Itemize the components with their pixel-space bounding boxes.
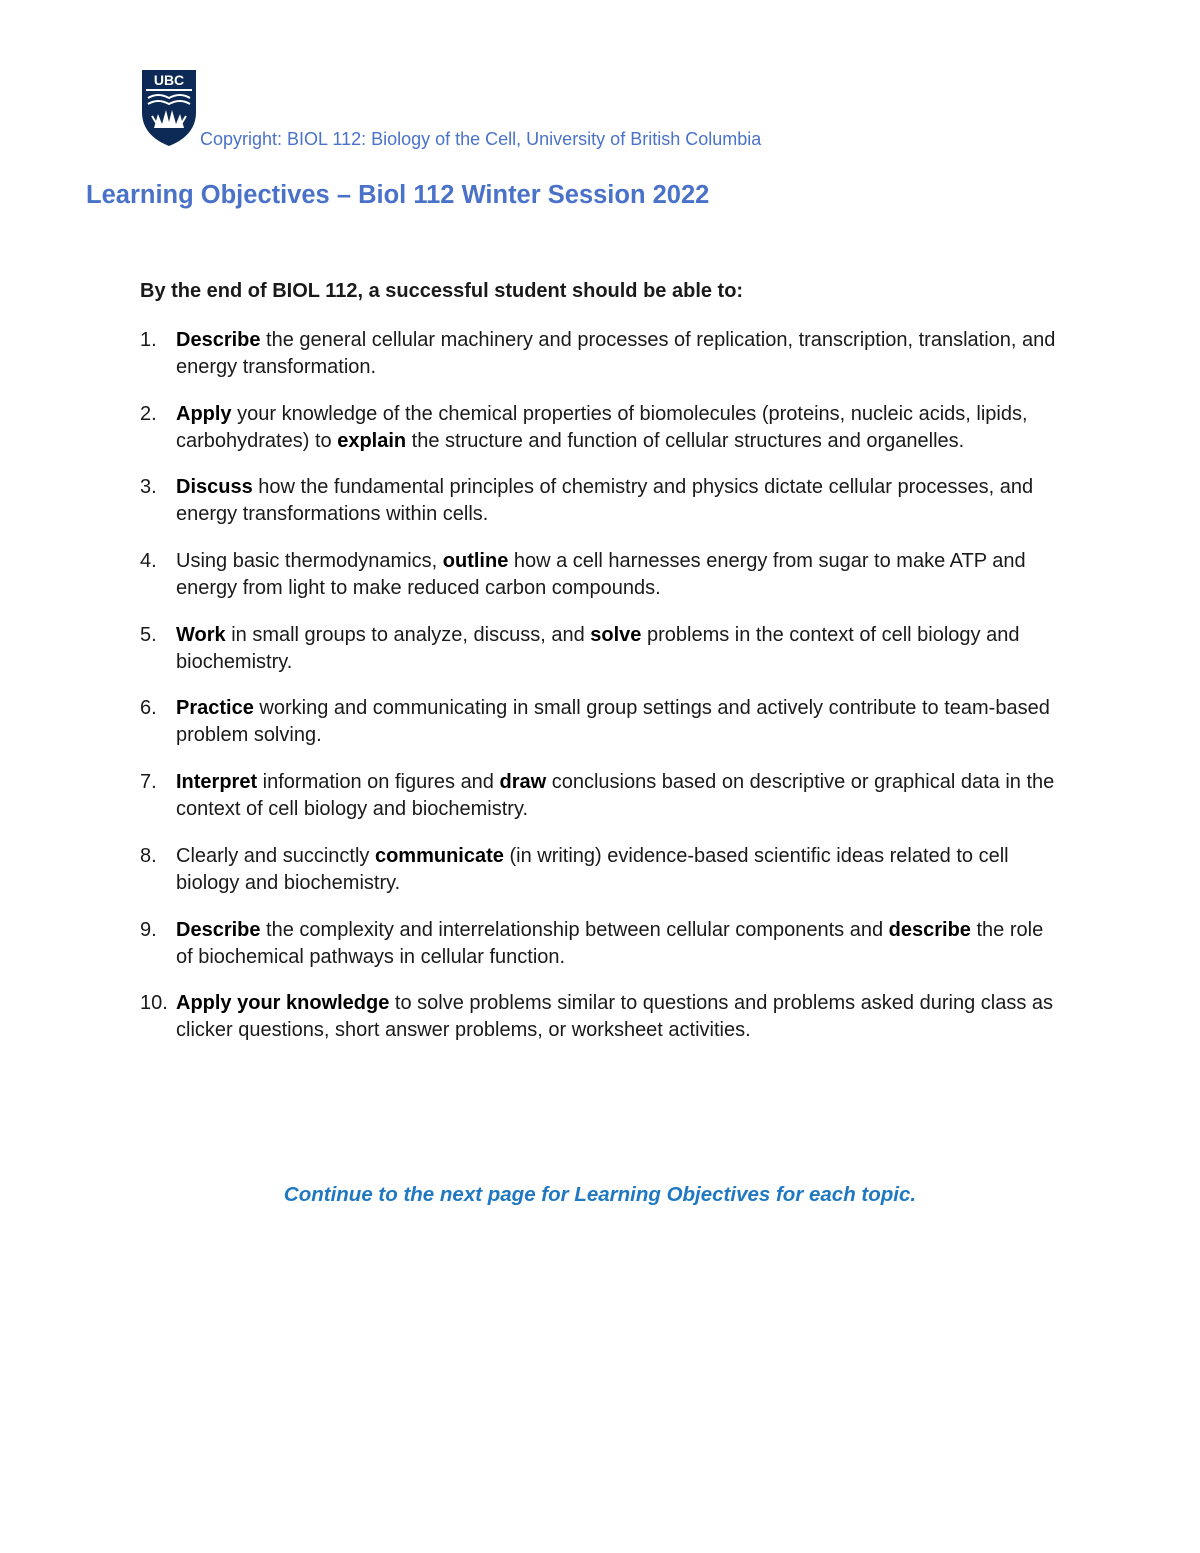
objective-item (140, 917, 1060, 971)
objective-number: 10. (140, 992, 168, 1015)
objective-action-verb: solve (590, 623, 642, 646)
objective-item (140, 990, 1060, 1044)
ubc-logo (140, 68, 198, 148)
objective-number: 2. (140, 402, 157, 425)
objective-text-segment: the role of biochemical pathways in cellular function. (176, 918, 1044, 968)
objective-text-segment: Clearly and succinctly (176, 844, 375, 867)
objective-text-segment: the structure and function of cellular structures and organelles. (406, 429, 965, 452)
page-title: Learning Objectives – Biol 112 Winter Session 2022 (86, 181, 710, 209)
objective-number: 6. (140, 697, 157, 720)
objective-number: 5. (140, 623, 157, 646)
objective-text (176, 919, 1043, 968)
objective-action-verb: draw (499, 771, 547, 794)
objective-text-segment: Using basic thermodynamics, (176, 550, 443, 573)
objective-text (176, 476, 1033, 525)
objective-text-segment: your knowledge of the chemical properties of biomolecules (proteins, nucleic acids, lipids, carbohydrates) to (176, 402, 1028, 452)
objective-text-segment: in small groups to analyze, discuss, and (225, 623, 591, 646)
ubc-logo-text: UBC (153, 72, 185, 88)
objective-text-segment: to solve problems similar to questions and problems asked during class as clicker questions, short answer problems, or worksheet activities. (176, 992, 1054, 1042)
continue-note: Continue to the next page for Learning Objectives for each topic. (283, 1183, 917, 1206)
objective-number: 7. (140, 771, 157, 794)
objective-action-verb: describe (888, 918, 971, 941)
objective-text-segment: information on figures and (257, 771, 500, 794)
objective-number: 9. (140, 918, 157, 941)
objective-item (140, 474, 1060, 528)
objective-text (176, 697, 1050, 746)
objective-text (176, 550, 1026, 599)
objective-item (140, 695, 1060, 749)
intro-statement: By the end of BIOL 112, a successful student should be able to: (140, 280, 744, 302)
objective-text-segment: the general cellular machinery and processes of replication, transcription, translation, and energy transformation. (176, 329, 1056, 378)
objective-action-verb: explain (337, 429, 407, 452)
objective-item (140, 401, 1060, 455)
objectives-list (140, 327, 1060, 1064)
objective-text (176, 403, 1028, 452)
objective-action-verb: Discuss (176, 476, 253, 499)
objective-item (140, 548, 1060, 602)
objective-text (176, 624, 1019, 673)
objective-number: 4. (140, 550, 157, 573)
objective-action-verb: Apply your knowledge (176, 992, 390, 1015)
objective-text (176, 329, 1055, 378)
objective-item (140, 843, 1060, 897)
objective-text-segment: problems in the context of cell biology and biochemistry. (176, 623, 1020, 673)
objective-action-verb: Apply (176, 402, 232, 425)
objective-number: 1. (140, 329, 157, 351)
objective-action-verb: Describe (176, 329, 261, 351)
objective-action-verb: Interpret (176, 771, 258, 794)
objective-action-verb: communicate (374, 844, 504, 867)
objective-text-segment: working and communicating in small group settings and actively contribute to team-based problem solving. (176, 697, 1050, 747)
objective-text-segment: conclusions based on descriptive or graphical data in the context of cell biology and biochemistry. (176, 771, 1055, 821)
objective-item (140, 327, 1060, 381)
objective-number: 3. (140, 476, 157, 499)
objective-text (176, 771, 1054, 820)
objective-action-verb: Describe (176, 918, 261, 941)
objective-text-segment: (in writing) evidence-based scientific ideas related to cell biology and biochemistry. (176, 844, 1009, 894)
objective-text-segment: how a cell harnesses energy from sugar to make ATP and energy from light to make reduced carbon compounds. (176, 550, 1026, 600)
objective-action-verb: outline (442, 550, 509, 573)
objective-item (140, 769, 1060, 823)
objective-text (176, 992, 1053, 1041)
objective-text-segment: the complexity and interrelationship between cellular components and (260, 918, 889, 941)
objective-action-verb: Work (176, 623, 226, 646)
objective-text (176, 845, 1009, 894)
objective-text-segment: how the fundamental principles of chemistry and physics dictate cellular processes, and energy transformations within cells. (176, 476, 1034, 526)
objective-number: 8. (140, 844, 157, 867)
objective-item (140, 622, 1060, 676)
objective-action-verb: Practice (176, 697, 254, 720)
copyright-notice: Copyright: BIOL 112: Biology of the Cell, University of British Columbia (200, 129, 762, 149)
